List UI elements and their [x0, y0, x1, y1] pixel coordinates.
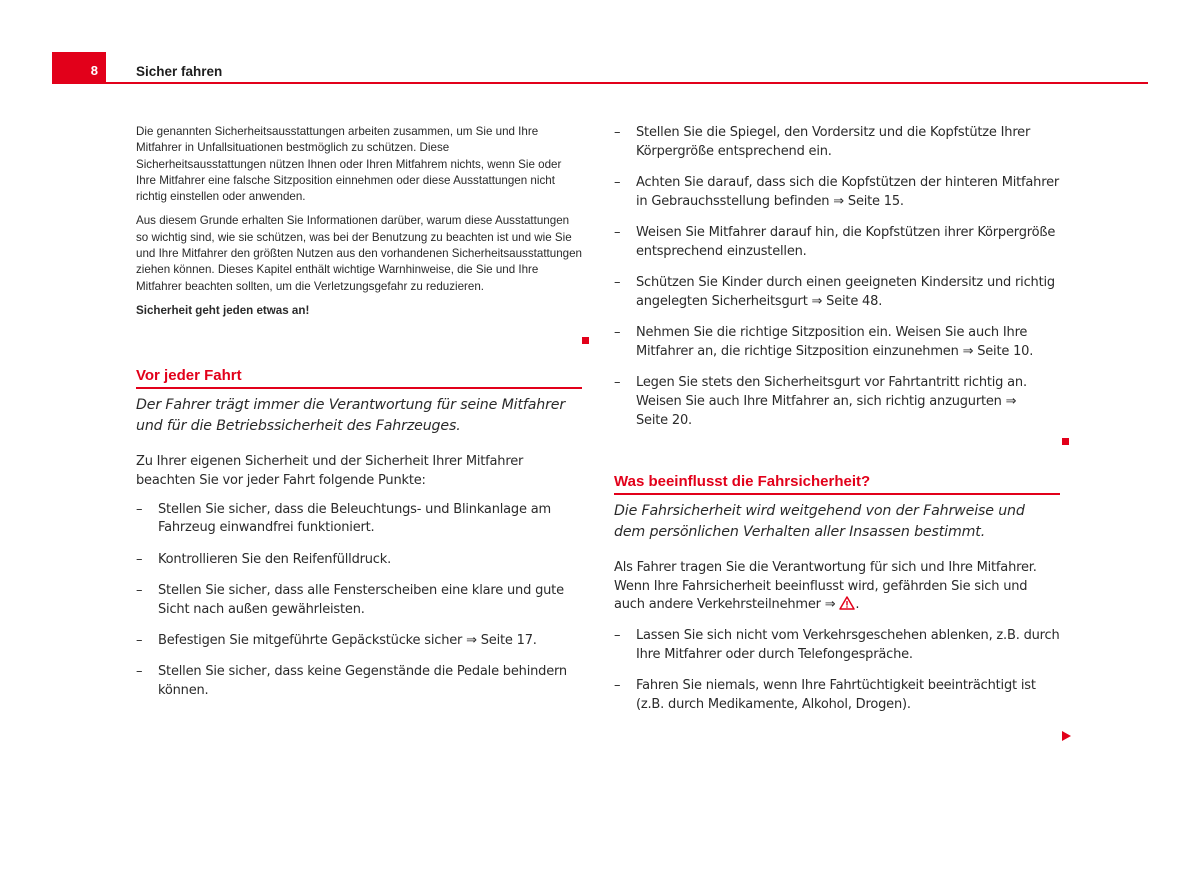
dash-bullet: – — [614, 125, 621, 140]
page-header — [52, 52, 1148, 84]
section-lead: Zu Ihrer eigenen Sicherheit und der Sicherheit Ihrer Mitfahrer beachten Sie vor jeder Fahrt folgende Punkte: — [136, 453, 524, 488]
list-item: – Stellen Sie sicher, dass alle Fensterscheiben eine klare und gute Sicht nach außen gewährleisten. — [136, 582, 564, 617]
dash-bullet: – — [614, 225, 621, 241]
dash-bullet: – — [614, 628, 621, 644]
section-intro: Die Fahrsicherheit wird weitgehend von der Fahrweise und dem persönlichen Verhalten aller Insassen bestimmt. — [614, 502, 1025, 540]
page-number: 8 — [90, 63, 98, 78]
list-item: – Stellen Sie sicher, dass keine Gegenstände die Pedale behindern können. — [136, 664, 567, 699]
continued-arrow-icon — [1062, 731, 1071, 741]
list-item[interactable]: – Befestigen Sie mitgeführte Gepäckstücke sicher ⇒ Seite 17. — [136, 632, 582, 651]
list-item[interactable]: – Legen Sie stets den Sicherheitsgurt vor Fahrtantritt richtig an. Weisen Sie auch Ihre Mitfahrer an, sich richtig anzugurten ⇒ Seite 20. — [614, 375, 1027, 429]
left-column — [136, 124, 582, 713]
dash-bullet: – — [136, 633, 143, 649]
dash-bullet: – — [136, 501, 143, 517]
bold-statement: Sicherheit geht jeden etwas an! — [136, 303, 310, 317]
dash-bullet: – — [614, 175, 621, 191]
checklist — [136, 501, 582, 701]
list-item: – Lassen Sie sich nicht vom Verkehrsgeschehen ablenken, z.B. durch Ihre Mitfahrer oder durch Telefongespräche. — [614, 628, 1060, 663]
list-item: – Stellen Sie die Spiegel, den Vordersitz und die Kopfstütze Ihrer Körpergröße entsprechend ein. — [614, 125, 1031, 159]
warning-triangle-icon[interactable] — [839, 596, 855, 617]
list-item: – Kontrollieren Sie den Reifenfülldruck. — [136, 551, 582, 570]
section-lead: Als Fahrer tragen Sie die Verantwortung für sich und Ihre Mitfahrer. Wenn Ihre Fahrsicherheit beeinflusst wird, gefährden Sie sich und auch andere Verkehrsteilnehmer ⇒ . — [614, 559, 1060, 617]
section-heading: Vor jeder Fahrt — [136, 367, 582, 389]
intro-paragraph-2: Aus diesem Grunde erhalten Sie Informationen darüber, warum diese Ausstattungen so wichtig sind, wie sie schützen, was bei der Benutzung zu beachten ist und wie Sie und Ihre Mitfahrer den größten Nutzen aus den vorhandenen Sicherheitsausstattungen ziehen können. Dieses Kapitel enthält wichtige Warnhinweise, die Sie und Ihre Mitfahrer beachten sollten, um die Verletzungsgefahr zu reduzieren. — [136, 214, 583, 293]
header-rule — [106, 82, 1148, 84]
dash-bullet: – — [614, 678, 621, 694]
list-item: – Stellen Sie sicher, dass die Beleuchtungs- und Blinkanlage am Fahrzeug einwandfrei funktioniert. — [136, 501, 551, 536]
dash-bullet: – — [614, 275, 621, 291]
checklist-continued — [614, 124, 1060, 431]
dash-bullet: – — [136, 664, 143, 680]
safety-list — [614, 627, 1060, 715]
dash-bullet: – — [136, 551, 143, 567]
section-was-beeinflusst — [614, 473, 1060, 715]
end-of-section-square-icon — [582, 337, 589, 344]
section-vor-jeder-fahrt — [136, 367, 582, 701]
dash-bullet: – — [136, 582, 143, 598]
section-intro: Der Fahrer trägt immer die Verantwortung für seine Mitfahrer und für die Betriebssicherheit des Fahrzeuges. — [136, 396, 566, 434]
dash-bullet: – — [614, 375, 621, 391]
section-heading: Was beeinflusst die Fahrsicherheit? — [614, 473, 1060, 495]
list-item[interactable]: – Schützen Sie Kinder durch einen geeigneten Kindersitz und richtig angelegten Sicherheitsgurt ⇒ Seite 48. — [614, 275, 1055, 310]
dash-bullet: – — [614, 325, 621, 341]
list-item[interactable]: – Achten Sie darauf, dass sich die Kopfstützen der hinteren Mitfahrer in Gebrauchsstellung befinden ⇒ Seite 15. — [614, 175, 1060, 209]
right-column — [614, 124, 1060, 727]
chapter-title: Sicher fahren — [136, 64, 223, 79]
intro-paragraph-1: Die genannten Sicherheitsausstattungen arbeiten zusammen, um Sie und Ihre Mitfahrer in Unfallsituationen bestmöglich zu schützen. Diese Sicherheitsausstattungen nützen Ihnen oder Ihren Mitfahrem nichts, wenn Sie oder Ihre Mitfahrer eine falsche Sitzposition einnehmen oder diese Ausstattungen nicht richtig einstellen oder anwenden. — [136, 125, 562, 204]
page-number-box — [52, 52, 106, 84]
end-of-section-square-icon — [1062, 438, 1069, 445]
list-item[interactable]: – Nehmen Sie die richtige Sitzposition ein. Weisen Sie auch Ihre Mitfahrer an, die richtige Sitzposition einzunehmen ⇒ Seite 10. — [614, 325, 1034, 360]
list-item: – Weisen Sie Mitfahrer darauf hin, die Kopfstützen ihrer Körpergröße entsprechend einzustellen. — [614, 225, 1056, 259]
list-item: – Fahren Sie niemals, wenn Ihre Fahrtüchtigkeit beeinträchtigt ist (z.B. durch Medikamente, Alkohol, Drogen). — [614, 678, 1036, 713]
